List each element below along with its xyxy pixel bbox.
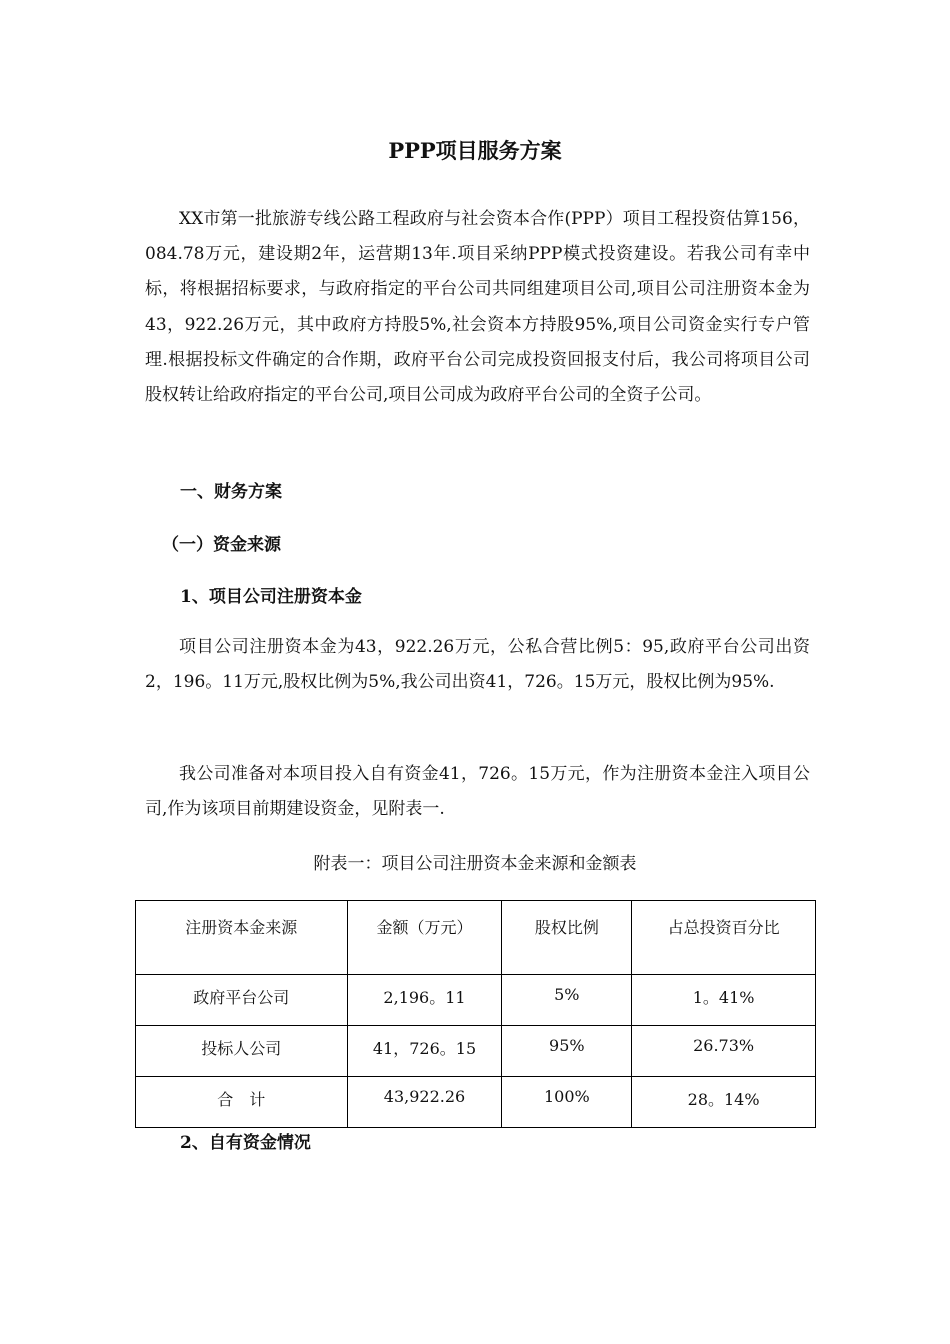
column-header-source: 注册资本金来源 [136,901,348,975]
table-header-row [136,901,816,975]
column-header-investment-percentage: 占总投资百分比 [632,901,816,975]
item-heading-registered-capital: 1、项目公司注册资本金 [180,587,362,607]
table-cell: 合 计 [136,1077,348,1128]
table-cell: 政府平台公司 [136,975,348,1026]
capital-source-table [135,900,816,1128]
table-cell: 95% [502,1026,632,1077]
own-funds-input-paragraph: 我公司准备对本项目投入自有资金41，726。15万元，作为注册资本金注入项目公司,作为该项目前期建设资金，见附表一. [145,764,810,820]
registered-capital-paragraph: 项目公司注册资本金为43，922.26万元，公私合营比例5：95,政府平台公司出资2，196。11万元,股权比例为5%,我公司出资41，726。15万元，股权比例为95%. [145,637,810,693]
table-cell: 5% [502,975,632,1026]
intro-paragraph: XX市第一批旅游专线公路工程政府与社会资本合作(PPP）项目工程投资估算156，084.78万元，建设期2年，运营期13年.项目采纳PPP模式投资建设。若我公司有幸中标，将根据招标要求，与政府指定的平台公司共同组建项目公司,项目公司注册资本金为43，922.26万元，其中政府方持股5%,社会资本方持股95%,项目公司资金实行专户管理.根据投标文件确定的合作期，政府平台公司完成投资回报支付后，我公司将项目公司股权转让给政府指定的平台公司,项目公司成为政府平台公司的全资子公司。 [145,209,810,406]
table-cell: 100% [502,1077,632,1128]
column-header-equity-ratio: 股权比例 [502,901,632,975]
table-cell: 28。14% [632,1077,816,1128]
table-cell: 投标人公司 [136,1026,348,1077]
document-title: PPP项目服务方案 [388,138,562,163]
item-heading-own-funds: 2、自有资金情况 [180,1133,311,1153]
table-row [136,975,816,1026]
column-header-amount: 金额（万元） [347,901,502,975]
table-cell: 26.73% [632,1026,816,1077]
table-cell: 1。41% [632,975,816,1026]
table-total-row [136,1077,816,1128]
table-row [136,1026,816,1077]
table-caption: 附表一：项目公司注册资本金来源和金额表 [313,854,637,874]
table-cell: 43,922.26 [347,1077,502,1128]
table-cell: 2,196。11 [347,975,502,1026]
subsection-heading-funding-source: （一）资金来源 [162,535,281,555]
section-heading-finance: 一、财务方案 [180,482,282,502]
table-cell: 41，726。15 [347,1026,502,1077]
